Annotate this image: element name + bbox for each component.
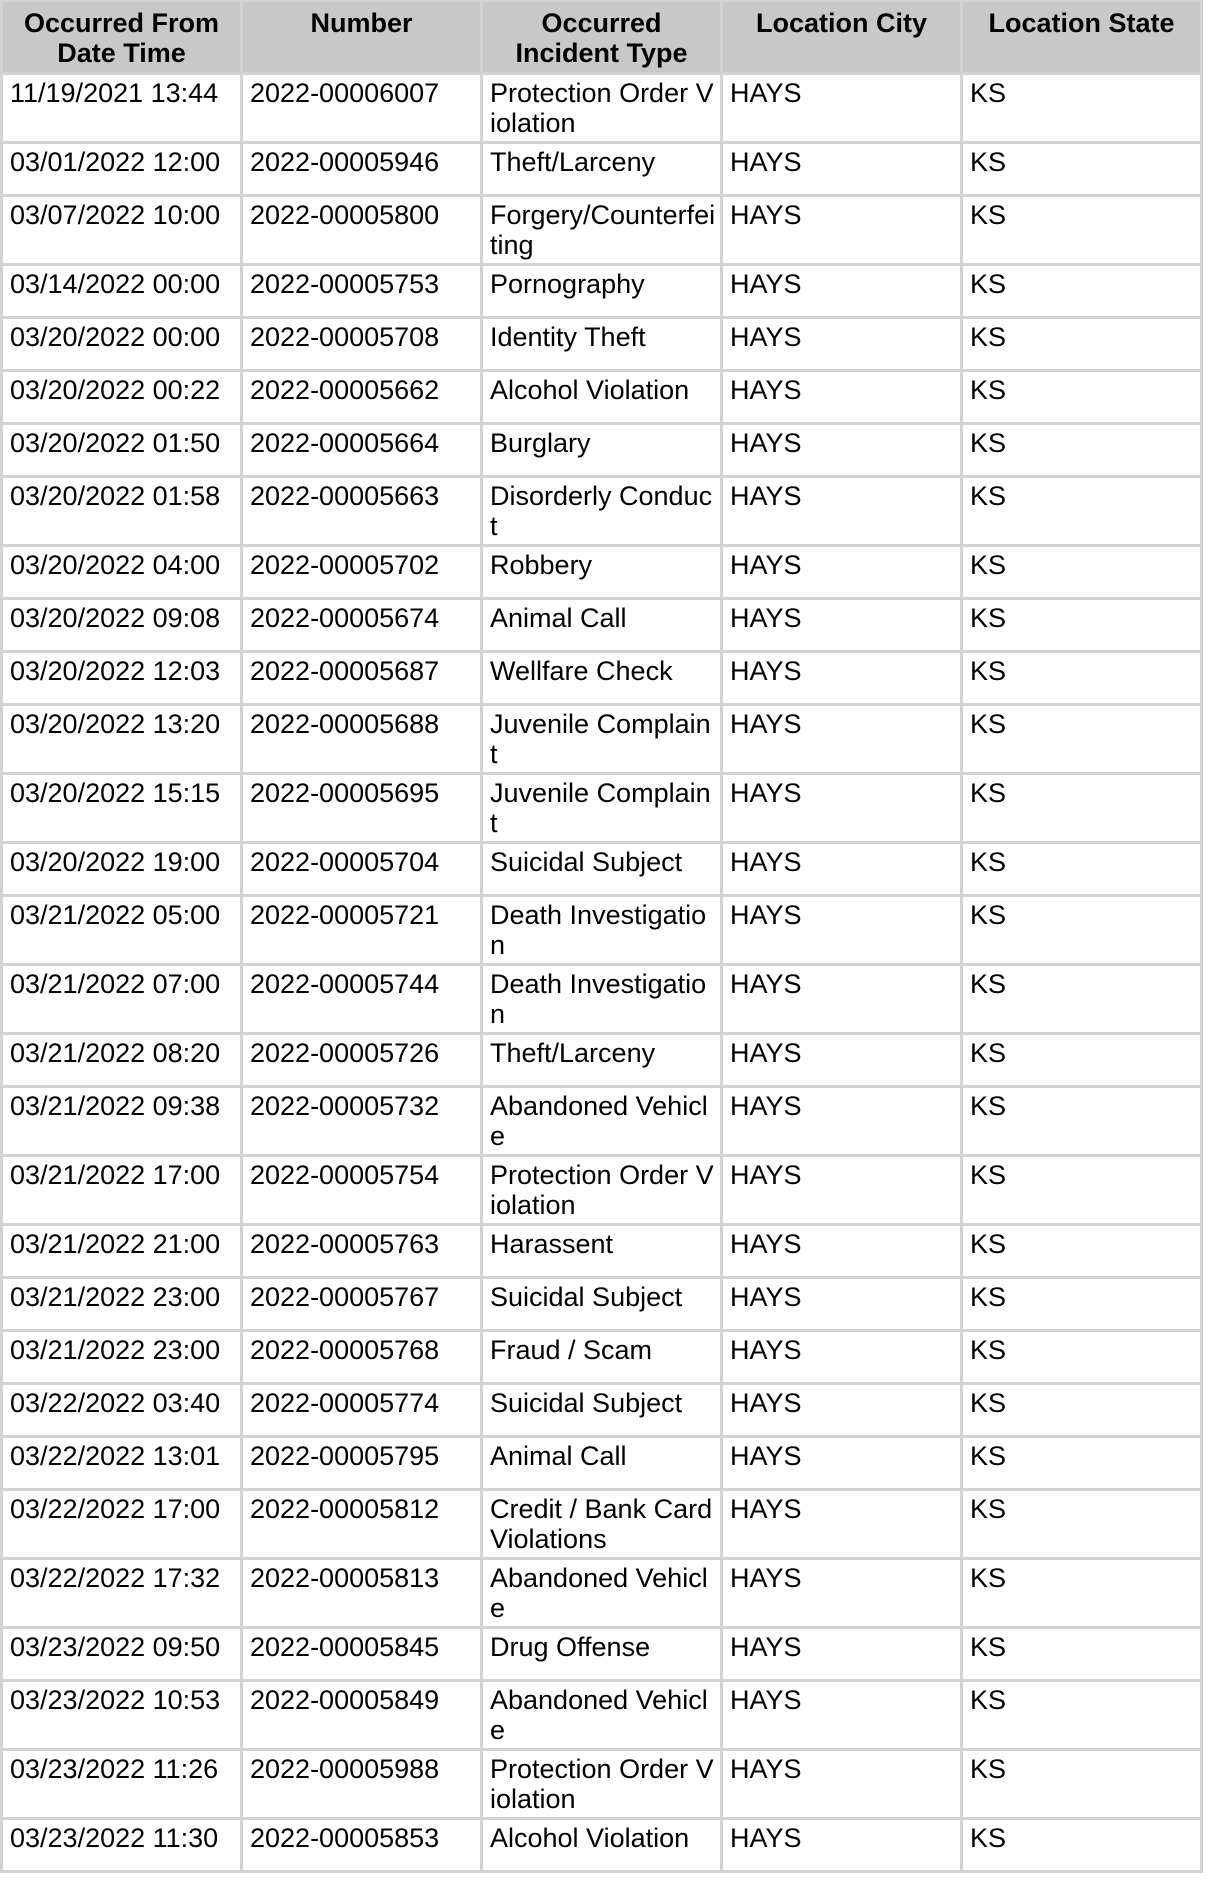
header-row [3, 2, 1203, 75]
cell-location-state: KS [963, 1751, 1203, 1820]
cell-location-city: HAYS [723, 144, 963, 197]
cell-incident-number: 2022-00005726 [243, 1035, 483, 1088]
cell-occurred-date-time: 03/20/2022 01:58 [3, 478, 243, 547]
cell-location-state: KS [963, 966, 1203, 1035]
cell-occurred-date-time: 03/22/2022 17:00 [3, 1491, 243, 1560]
cell-location-state: KS [963, 1088, 1203, 1157]
cell-location-state: KS [963, 706, 1203, 775]
table-row [3, 372, 1203, 425]
cell-occurred-date-time: 03/20/2022 15:15 [3, 775, 243, 844]
cell-occurred-date-time: 03/21/2022 17:00 [3, 1157, 243, 1226]
cell-location-state: KS [963, 1332, 1203, 1385]
cell-location-state: KS [963, 897, 1203, 966]
cell-location-city: HAYS [723, 1088, 963, 1157]
table-row [3, 653, 1203, 706]
cell-location-city: HAYS [723, 1491, 963, 1560]
cell-incident-number: 2022-00005687 [243, 653, 483, 706]
cell-location-city: HAYS [723, 966, 963, 1035]
cell-incident-type: Credit / Bank Card Violations [483, 1491, 723, 1560]
table-row [3, 1035, 1203, 1088]
cell-location-state: KS [963, 478, 1203, 547]
cell-location-state: KS [963, 844, 1203, 897]
cell-occurred-date-time: 03/23/2022 10:53 [3, 1682, 243, 1751]
cell-incident-number: 2022-00005763 [243, 1226, 483, 1279]
table-row [3, 844, 1203, 897]
cell-location-state: KS [963, 1682, 1203, 1751]
cell-incident-type: Abandoned Vehicle [483, 1560, 723, 1629]
cell-location-state: KS [963, 197, 1203, 266]
cell-incident-type: Harassent [483, 1226, 723, 1279]
cell-incident-number: 2022-00005754 [243, 1157, 483, 1226]
cell-incident-number: 2022-00005664 [243, 425, 483, 478]
cell-incident-type: Alcohol Violation [483, 372, 723, 425]
cell-incident-type: Disorderly Conduct [483, 478, 723, 547]
cell-location-state: KS [963, 1279, 1203, 1332]
cell-location-city: HAYS [723, 600, 963, 653]
cell-incident-type: Juvenile Complaint [483, 775, 723, 844]
cell-occurred-date-time: 11/19/2021 13:44 [3, 75, 243, 144]
cell-occurred-date-time: 03/21/2022 23:00 [3, 1332, 243, 1385]
cell-location-city: HAYS [723, 1751, 963, 1820]
cell-location-state: KS [963, 1157, 1203, 1226]
cell-occurred-date-time: 03/21/2022 07:00 [3, 966, 243, 1035]
column-header-location-city: Location City [723, 2, 963, 75]
table-row [3, 319, 1203, 372]
table-row [3, 1385, 1203, 1438]
cell-location-state: KS [963, 372, 1203, 425]
cell-incident-number: 2022-00005767 [243, 1279, 483, 1332]
table-body [3, 75, 1203, 1873]
cell-location-city: HAYS [723, 706, 963, 775]
cell-location-city: HAYS [723, 897, 963, 966]
cell-occurred-date-time: 03/20/2022 19:00 [3, 844, 243, 897]
cell-location-city: HAYS [723, 775, 963, 844]
cell-occurred-date-time: 03/22/2022 17:32 [3, 1560, 243, 1629]
cell-occurred-date-time: 03/22/2022 13:01 [3, 1438, 243, 1491]
cell-incident-number: 2022-00005663 [243, 478, 483, 547]
cell-incident-type: Fraud / Scam [483, 1332, 723, 1385]
cell-location-state: KS [963, 653, 1203, 706]
cell-occurred-date-time: 03/14/2022 00:00 [3, 266, 243, 319]
cell-occurred-date-time: 03/20/2022 00:22 [3, 372, 243, 425]
table-row [3, 266, 1203, 319]
cell-occurred-date-time: 03/20/2022 01:50 [3, 425, 243, 478]
cell-location-city: HAYS [723, 1332, 963, 1385]
cell-incident-type: Protection Order Violation [483, 75, 723, 144]
cell-location-city: HAYS [723, 1035, 963, 1088]
table-row [3, 197, 1203, 266]
cell-incident-type: Animal Call [483, 1438, 723, 1491]
cell-incident-type: Pornography [483, 266, 723, 319]
table-row [3, 478, 1203, 547]
cell-incident-number: 2022-00005753 [243, 266, 483, 319]
table-row [3, 897, 1203, 966]
cell-location-state: KS [963, 266, 1203, 319]
table-row [3, 1629, 1203, 1682]
cell-incident-number: 2022-00005708 [243, 319, 483, 372]
cell-location-city: HAYS [723, 478, 963, 547]
cell-location-city: HAYS [723, 266, 963, 319]
cell-incident-number: 2022-00005774 [243, 1385, 483, 1438]
cell-incident-number: 2022-00005721 [243, 897, 483, 966]
cell-location-state: KS [963, 425, 1203, 478]
cell-location-city: HAYS [723, 1385, 963, 1438]
cell-occurred-date-time: 03/21/2022 05:00 [3, 897, 243, 966]
cell-incident-number: 2022-00005946 [243, 144, 483, 197]
cell-incident-number: 2022-00005674 [243, 600, 483, 653]
cell-location-city: HAYS [723, 1682, 963, 1751]
cell-occurred-date-time: 03/21/2022 09:38 [3, 1088, 243, 1157]
cell-incident-number: 2022-00005744 [243, 966, 483, 1035]
cell-incident-type: Identity Theft [483, 319, 723, 372]
cell-incident-type: Suicidal Subject [483, 1279, 723, 1332]
cell-incident-type: Protection Order Violation [483, 1157, 723, 1226]
table-row [3, 1279, 1203, 1332]
cell-location-city: HAYS [723, 197, 963, 266]
column-header-occurred-incident-type: Occurred Incident Type [483, 2, 723, 75]
cell-location-state: KS [963, 775, 1203, 844]
column-header-location-state: Location State [963, 2, 1203, 75]
cell-location-city: HAYS [723, 844, 963, 897]
cell-location-state: KS [963, 547, 1203, 600]
cell-incident-number: 2022-00005800 [243, 197, 483, 266]
table-row [3, 1226, 1203, 1279]
cell-incident-number: 2022-00006007 [243, 75, 483, 144]
cell-incident-type: Protection Order Violation [483, 1751, 723, 1820]
cell-incident-number: 2022-00005704 [243, 844, 483, 897]
cell-incident-type: Theft/Larceny [483, 1035, 723, 1088]
cell-incident-number: 2022-00005849 [243, 1682, 483, 1751]
table-row [3, 547, 1203, 600]
cell-occurred-date-time: 03/20/2022 12:03 [3, 653, 243, 706]
table-row [3, 1332, 1203, 1385]
cell-location-state: KS [963, 600, 1203, 653]
cell-incident-type: Suicidal Subject [483, 1385, 723, 1438]
cell-location-city: HAYS [723, 1560, 963, 1629]
table-row [3, 425, 1203, 478]
table-row [3, 1820, 1203, 1873]
column-header-occurred-from-date-time: Occurred From Date Time [3, 2, 243, 75]
cell-occurred-date-time: 03/20/2022 09:08 [3, 600, 243, 653]
cell-incident-number: 2022-00005813 [243, 1560, 483, 1629]
cell-incident-type: Drug Offense [483, 1629, 723, 1682]
cell-incident-type: Wellfare Check [483, 653, 723, 706]
cell-location-city: HAYS [723, 1157, 963, 1226]
cell-occurred-date-time: 03/23/2022 11:26 [3, 1751, 243, 1820]
table-row [3, 144, 1203, 197]
table-row [3, 75, 1203, 144]
cell-incident-number: 2022-00005702 [243, 547, 483, 600]
cell-location-state: KS [963, 144, 1203, 197]
cell-incident-type: Robbery [483, 547, 723, 600]
table-header [3, 2, 1203, 75]
cell-location-state: KS [963, 1491, 1203, 1560]
cell-occurred-date-time: 03/20/2022 04:00 [3, 547, 243, 600]
cell-incident-number: 2022-00005812 [243, 1491, 483, 1560]
cell-incident-number: 2022-00005732 [243, 1088, 483, 1157]
cell-location-city: HAYS [723, 547, 963, 600]
cell-location-city: HAYS [723, 1820, 963, 1873]
table-row [3, 1560, 1203, 1629]
cell-location-city: HAYS [723, 1226, 963, 1279]
table-row [3, 600, 1203, 653]
cell-incident-type: Abandoned Vehicle [483, 1682, 723, 1751]
cell-location-state: KS [963, 1226, 1203, 1279]
cell-location-state: KS [963, 1560, 1203, 1629]
cell-location-city: HAYS [723, 372, 963, 425]
cell-incident-type: Theft/Larceny [483, 144, 723, 197]
cell-location-city: HAYS [723, 75, 963, 144]
cell-incident-number: 2022-00005845 [243, 1629, 483, 1682]
cell-location-state: KS [963, 319, 1203, 372]
cell-incident-number: 2022-00005768 [243, 1332, 483, 1385]
cell-incident-number: 2022-00005688 [243, 706, 483, 775]
cell-incident-type: Abandoned Vehicle [483, 1088, 723, 1157]
table-row [3, 966, 1203, 1035]
table-row [3, 1438, 1203, 1491]
cell-location-state: KS [963, 75, 1203, 144]
cell-occurred-date-time: 03/20/2022 00:00 [3, 319, 243, 372]
table-row [3, 1682, 1203, 1751]
cell-incident-type: Juvenile Complaint [483, 706, 723, 775]
cell-occurred-date-time: 03/21/2022 08:20 [3, 1035, 243, 1088]
cell-location-state: KS [963, 1438, 1203, 1491]
table-row [3, 1491, 1203, 1560]
cell-incident-type: Animal Call [483, 600, 723, 653]
cell-incident-number: 2022-00005662 [243, 372, 483, 425]
cell-location-state: KS [963, 1385, 1203, 1438]
cell-incident-type: Burglary [483, 425, 723, 478]
cell-incident-number: 2022-00005795 [243, 1438, 483, 1491]
cell-occurred-date-time: 03/23/2022 09:50 [3, 1629, 243, 1682]
cell-incident-number: 2022-00005988 [243, 1751, 483, 1820]
cell-incident-type: Death Investigation [483, 966, 723, 1035]
cell-occurred-date-time: 03/22/2022 03:40 [3, 1385, 243, 1438]
cell-occurred-date-time: 03/20/2022 13:20 [3, 706, 243, 775]
cell-location-state: KS [963, 1820, 1203, 1873]
cell-occurred-date-time: 03/07/2022 10:00 [3, 197, 243, 266]
cell-incident-type: Forgery/Counterfeiting [483, 197, 723, 266]
cell-occurred-date-time: 03/21/2022 23:00 [3, 1279, 243, 1332]
cell-occurred-date-time: 03/23/2022 11:30 [3, 1820, 243, 1873]
cell-incident-number: 2022-00005695 [243, 775, 483, 844]
cell-location-city: HAYS [723, 1438, 963, 1491]
cell-incident-type: Alcohol Violation [483, 1820, 723, 1873]
column-header-number: Number [243, 2, 483, 75]
table-row [3, 1751, 1203, 1820]
cell-incident-number: 2022-00005853 [243, 1820, 483, 1873]
cell-incident-type: Suicidal Subject [483, 844, 723, 897]
cell-occurred-date-time: 03/21/2022 21:00 [3, 1226, 243, 1279]
table-row [3, 775, 1203, 844]
cell-location-city: HAYS [723, 1279, 963, 1332]
cell-incident-type: Death Investigation [483, 897, 723, 966]
cell-location-city: HAYS [723, 319, 963, 372]
cell-location-city: HAYS [723, 1629, 963, 1682]
cell-location-city: HAYS [723, 425, 963, 478]
table-row [3, 1088, 1203, 1157]
table-row [3, 706, 1203, 775]
cell-location-state: KS [963, 1035, 1203, 1088]
cell-location-city: HAYS [723, 653, 963, 706]
cell-occurred-date-time: 03/01/2022 12:00 [3, 144, 243, 197]
table-row [3, 1157, 1203, 1226]
cell-location-state: KS [963, 1629, 1203, 1682]
